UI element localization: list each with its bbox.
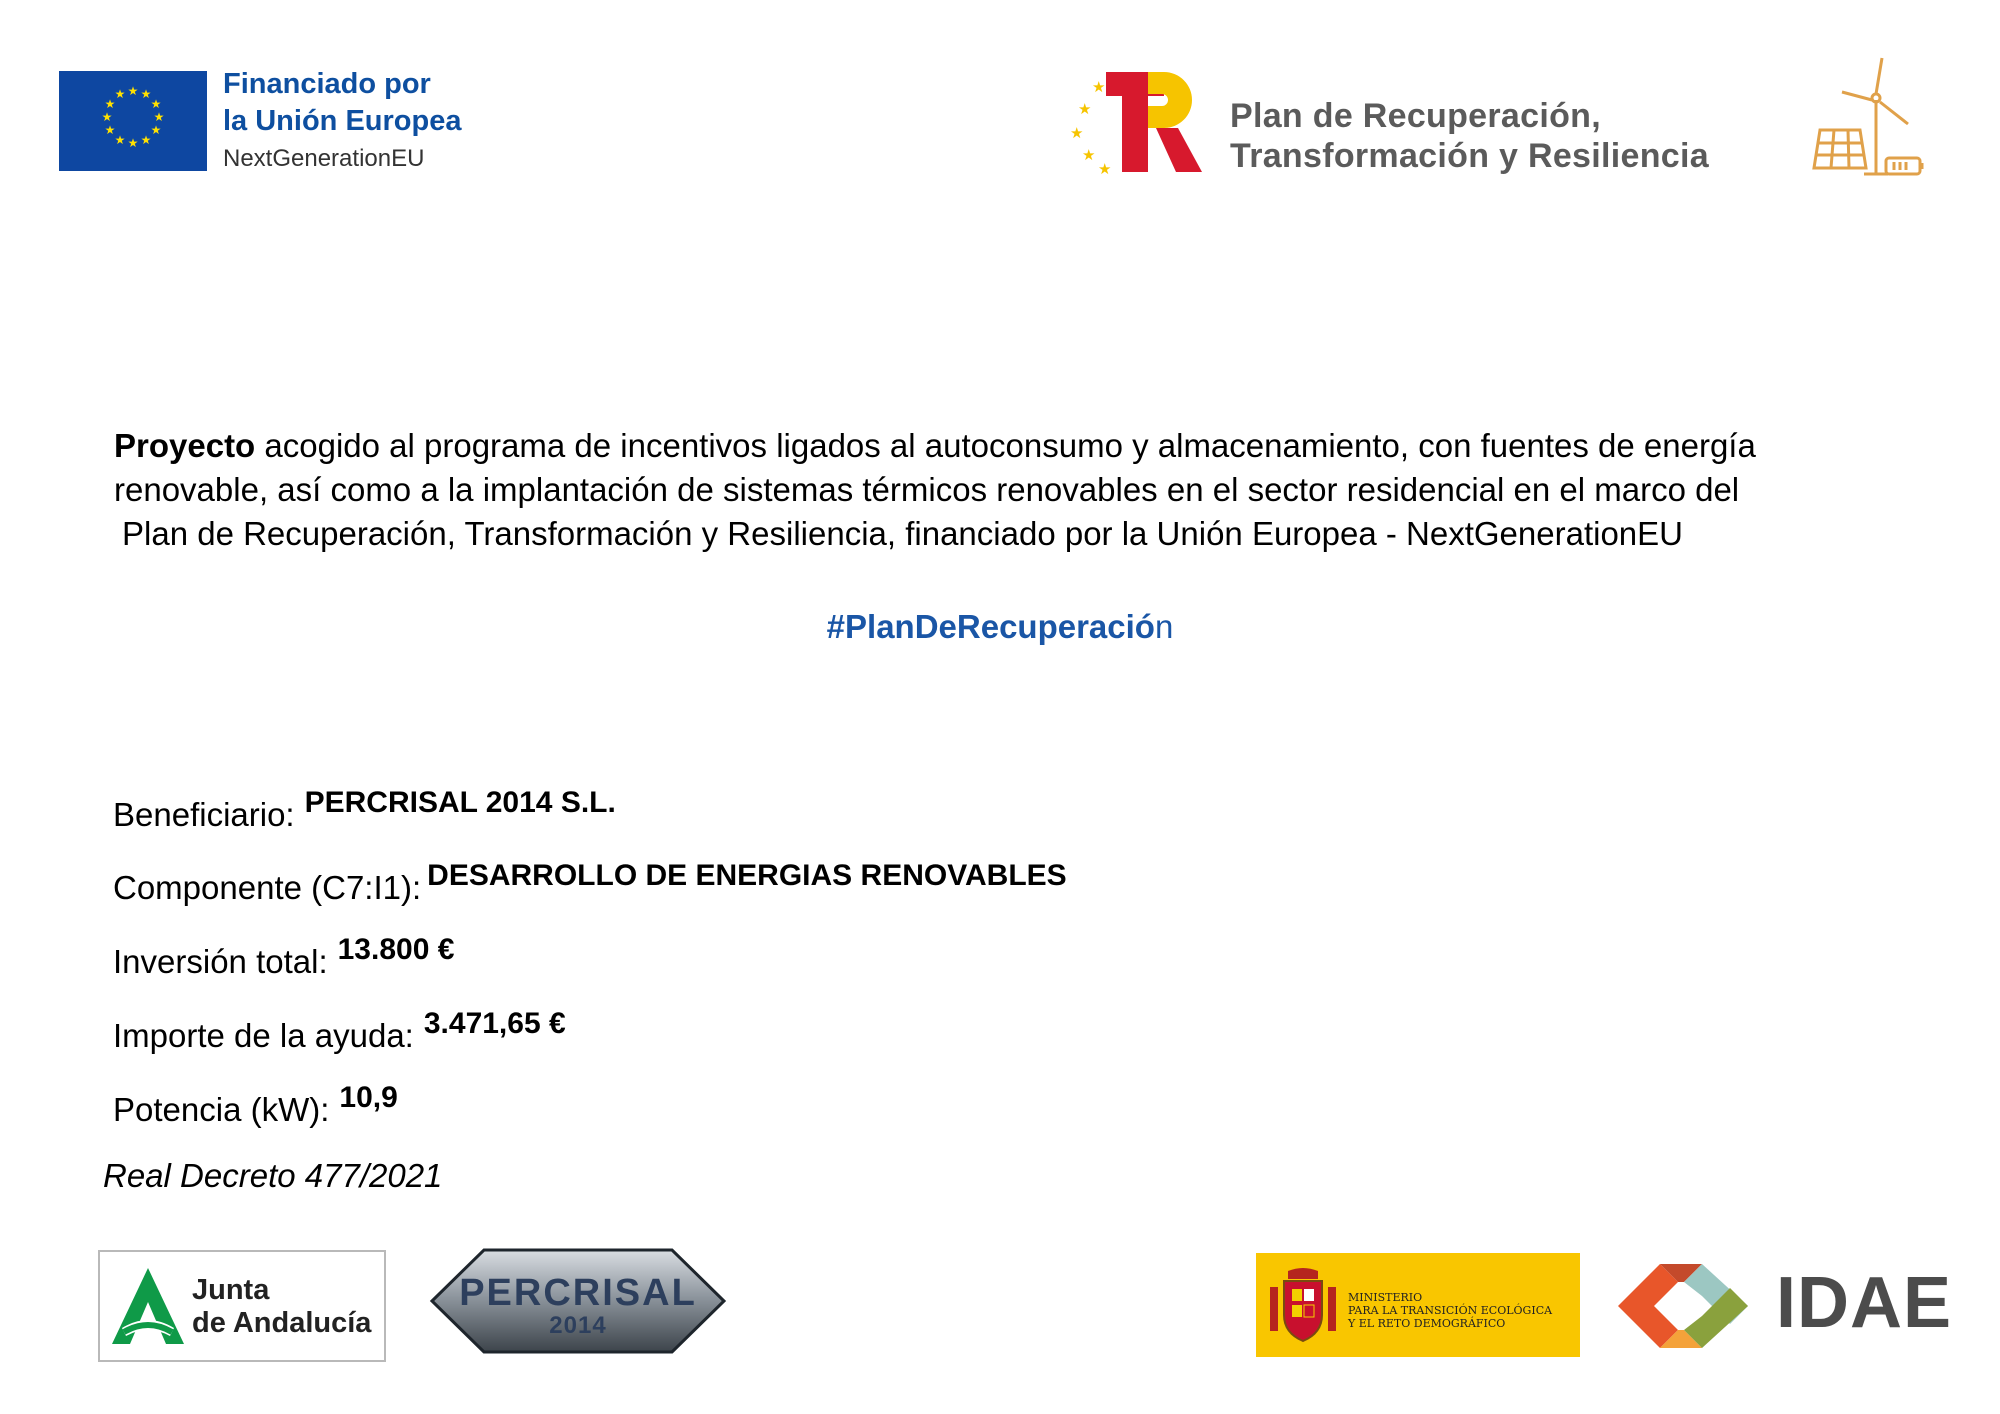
hashtag-rest: n [1154,608,1174,645]
svg-text:★: ★ [127,136,139,150]
investment-label: Inversión total: [113,943,328,980]
ministerio-logo [1256,1253,1580,1357]
intro-line-1 [114,424,2000,468]
eu-flag-logo [59,71,207,171]
component-label: Componente (C7:I1): [113,869,422,906]
svg-text:★: ★ [114,87,126,101]
tr-monogram-icon [1068,66,1203,176]
svg-text:★: ★ [1078,100,1092,118]
idae-wordmark: IDAE [1776,1263,1953,1343]
eu-funding-text [223,66,461,176]
beneficiary-value: PERCRISAL 2014 S.L. [304,786,616,819]
plan-line-1: Plan de Recuperación, [1230,97,1601,135]
svg-text:★: ★ [150,123,162,137]
junta-line-2: de Andalucía [192,1307,372,1339]
intro-line-2: renovable, así como a la implantación de sistemas térmicos renovables en el sector residencial en el marco del [114,471,1740,508]
junta-andalucia-logo [98,1250,386,1362]
eu-stars-icon [59,71,207,171]
beneficiary-label: Beneficiario: [113,796,295,833]
beneficiary-row [113,786,616,834]
aid-value: 3.471,65 € [423,1007,566,1040]
royal-decree: Real Decreto 477/2021 [103,1157,443,1194]
idae-knot-icon [1608,1254,1758,1358]
aid-label: Importe de la ayuda: [113,1017,414,1054]
percrisal-name: PERCRISAL [459,1272,697,1314]
svg-text:★: ★ [1092,78,1106,96]
svg-text:★: ★ [153,110,165,124]
idae-symbol [1608,1254,1758,1358]
power-value: 10,9 [339,1081,398,1114]
component-value: DESARROLLO DE ENERGIAS RENOVABLES [427,859,1067,892]
svg-text:★: ★ [104,123,116,137]
junta-a-icon [108,1264,188,1348]
spain-coat-of-arms-icon [1266,1265,1340,1347]
svg-text:★: ★ [150,97,162,111]
eu-line-2: la Unión Europea [223,105,462,137]
svg-text:★: ★ [1098,160,1112,176]
hashtag-bold: #PlanDeRecuperació [826,608,1155,645]
recovery-plan-text [1230,96,1709,176]
eu-line-1: Financiado por [223,68,431,100]
aid-row [113,1007,566,1055]
intro-lead: Proyecto [114,427,256,464]
intro-line-3: Plan de Recuperación, Transformación y Resiliencia, financiado por la Unión Europea - NextGenerationEU [122,515,1684,552]
project-description [114,424,2000,556]
svg-text:★: ★ [101,110,113,124]
power-label: Potencia (kW): [113,1091,330,1128]
svg-text:★: ★ [114,133,126,147]
junta-text [192,1274,371,1340]
junta-line-1: Junta [192,1274,270,1306]
renewable-energy-icon [1798,54,1926,182]
investment-row [113,933,454,981]
svg-text:★: ★ [104,97,116,111]
percrisal-logo [428,1246,728,1356]
svg-text:★: ★ [1070,124,1084,142]
plan-line-2: Transformación y Resiliencia [1230,137,1709,175]
svg-text:★: ★ [1082,146,1096,164]
svg-text:★: ★ [140,87,152,101]
ministerio-text [1348,1291,1552,1330]
component-row [113,859,1067,907]
power-row [113,1081,398,1129]
intro-line-1-text: acogido al programa de incentivos ligados al autoconsumo y almacenamiento, con fuentes de energía [255,427,1756,464]
investment-value: 13.800 € [337,933,455,966]
hashtag [0,608,2000,646]
svg-text:★: ★ [140,133,152,147]
ministerio-line-2: PARA LA TRANSICIÓN ECOLÓGICA [1348,1304,1553,1317]
ministerio-line-1: MINISTERIO [1348,1291,1423,1304]
ministerio-line-3: Y EL RETO DEMOGRÁFICO [1348,1317,1506,1330]
tr-logo [1068,66,1203,176]
percrisal-year: 2014 [549,1312,607,1339]
svg-text:★: ★ [127,84,139,98]
eu-line-3: NextGenerationEU [223,145,425,172]
